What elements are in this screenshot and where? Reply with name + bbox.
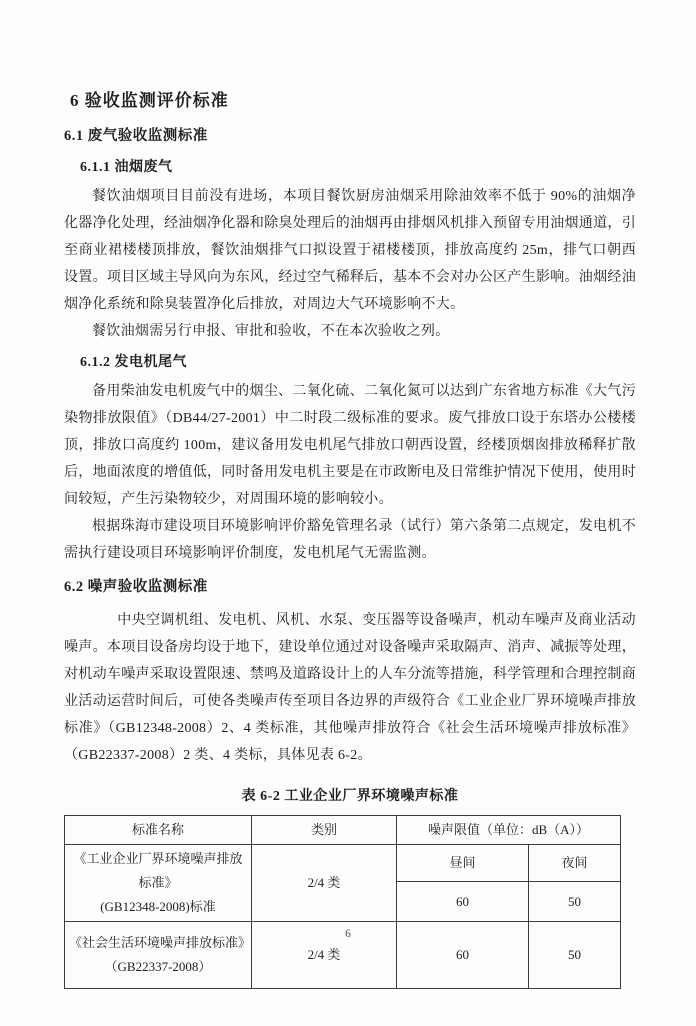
section-6-1-2-heading: 6.1.2 发电机尾气 bbox=[80, 355, 187, 370]
cell-night-limit-social: 50 bbox=[529, 922, 621, 989]
paragraph-generator-exhaust: 备用柴油发电机废气中的烟尘、二氧化硫、二氧化氮可以达到广东省地方标准《大气污染物排放限值》（DB44/27-2001）中二时段二级标准的要求。废气排放口设于东塔办公楼楼顶，排放口高度约 100m，建议备用发电机尾气排放口朝西设置，经楼顶烟囱排放稀释扩散后，地面浓度的增值低，同时备用发电机主要是在市政断电及日常维护情况下使用，使用时间较短，产生污染物较少，对周围环境的影响较小。 bbox=[64, 384, 636, 507]
standard-name-line2: （GB22337-2008） bbox=[104, 959, 212, 974]
col-header-category: 类别 bbox=[252, 816, 397, 845]
paragraph-generator-exemption: 根据珠海市建设项目环境影响评价豁免管理名录（试行）第六条第二点规定，发电机不需执行建设项目环境影响评价制度，发电机尾气无需监测。 bbox=[64, 519, 636, 561]
section-6-1-1-heading: 6.1.1 油烟废气 bbox=[80, 160, 173, 175]
cell-standard-name-industrial bbox=[65, 845, 252, 922]
standard-name-line1: 《社会生活环境噪声排放标准》 bbox=[69, 935, 252, 950]
noise-limit-table bbox=[64, 815, 621, 989]
standard-name-line1: 《工业企业厂界环境噪声排放标准》 bbox=[73, 851, 243, 890]
table-row-industrial-standard bbox=[65, 845, 621, 882]
table-header-row bbox=[65, 816, 621, 845]
cell-category-social: 2/4 类 bbox=[252, 922, 397, 989]
paragraph-oil-fume-acceptance: 餐饮油烟需另行申报、审批和验收，不在本次验收之列。 bbox=[92, 324, 450, 339]
standard-name-line2: (GB12348-2008)标准 bbox=[100, 899, 216, 914]
subheader-nighttime: 夜间 bbox=[529, 845, 621, 882]
page-number: 6 bbox=[345, 928, 351, 940]
paragraph-oil-fume-treatment: 餐饮油烟项目目前没有进场，本项目餐饮厨房油烟采用除油效率不低于 90%的油烟净化器净化处理，经油烟净化器和除臭处理后的油烟再由排烟风机排入预留专用油烟通道，引至商业裙楼楼顶排放，餐饮油烟排气口拟设置于裙楼楼顶，排放高度约 25m，排气口朝西设置。项目区域主导风向为东风，经过空气稀释后，基本不会对办公区产生影响。油烟经油烟净化系统和除臭装置净化后排放，对周边大气环境影响不大。 bbox=[64, 189, 636, 312]
subheader-daytime: 昼间 bbox=[397, 845, 529, 882]
paragraph-noise-standard: 中央空调机组、发电机、风机、水泵、变压器等设备噪声，机动车噪声及商业活动噪声。本项目设备房均设于地下，建设单位通过对设备噪声采取隔声、消声、减振等处理，对机动车噪声采取设置限速、禁鸣及道路设计上的人车分流等措施，科学管理和合理控制商业活动运营时间后，可使各类噪声传至项目各边界的声级符合《工业企业厂界环境噪声排放标准》（GB12348-2008）2、4 类标准，其他噪声排放符合《社会生活环境噪声排放标准》（GB22337-2008）2 类、4 类标，具体见表 6-2。 bbox=[64, 613, 636, 763]
chapter-6-heading: 6 验收监测评价标准 bbox=[70, 91, 229, 110]
cell-category-industrial: 2/4 类 bbox=[252, 845, 397, 922]
cell-day-limit-social: 60 bbox=[397, 922, 529, 989]
section-6-2-heading: 6.2 噪声验收监测标准 bbox=[64, 579, 208, 595]
col-header-standard-name: 标准名称 bbox=[65, 816, 252, 845]
section-6-1-heading: 6.1 废气验收监测标准 bbox=[64, 128, 208, 144]
cell-day-limit-industrial: 60 bbox=[397, 882, 529, 922]
col-header-noise-limit: 噪声限值（单位：dB（A）） bbox=[397, 816, 621, 845]
cell-night-limit-industrial: 50 bbox=[529, 882, 621, 922]
table-6-2-caption: 表 6-2 工业企业厂界环境噪声标准 bbox=[241, 789, 459, 804]
